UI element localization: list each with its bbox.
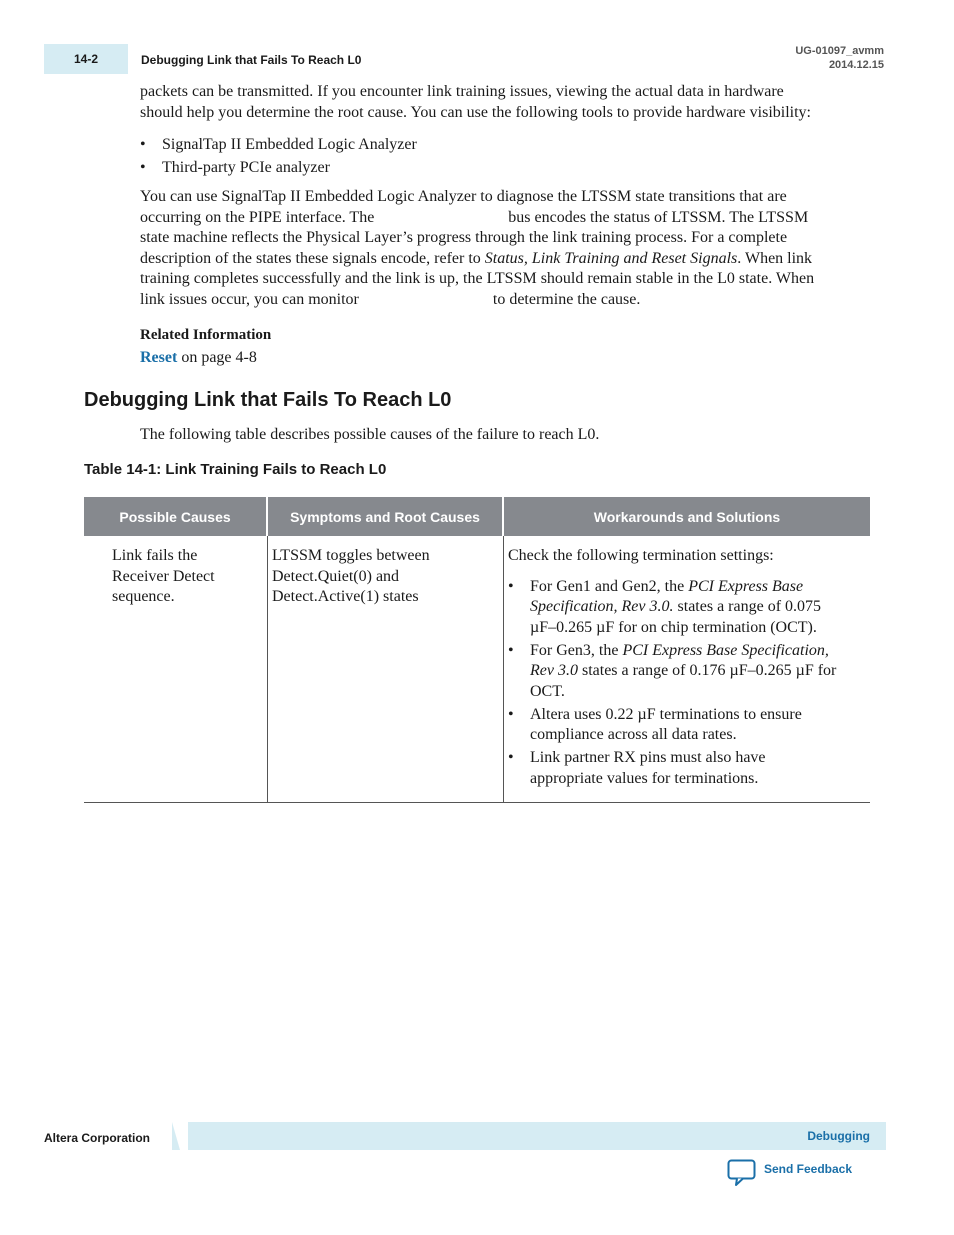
table-divider bbox=[503, 536, 504, 802]
list-item: • Third-party PCIe analyzer bbox=[140, 156, 840, 179]
cell-line: Link fails the bbox=[112, 547, 198, 564]
table-header-symptoms: Symptoms and Root Causes bbox=[268, 497, 502, 536]
table-bottom-rule bbox=[84, 802, 870, 803]
related-info-link-line bbox=[140, 349, 257, 367]
intro-line: packets can be transmitted. If you encounter link training issues, viewing the actual data in hardware bbox=[140, 83, 784, 100]
related-info-heading: Related Information bbox=[140, 327, 272, 343]
section-intro: The following table describes possible causes of the failure to reach L0. bbox=[140, 426, 600, 443]
ltssm-line: state machine reflects the Physical Layer’s progress through the link training process. For a complete bbox=[140, 229, 788, 246]
bullet-text: For Gen3, the bbox=[530, 641, 623, 659]
bullet-text: states a range of 0.075 µF–0.265 µF for on chip termination (OCT). bbox=[530, 598, 822, 636]
spec-title: PCI Express Base Specification, Rev 3.0 bbox=[530, 641, 829, 679]
bullet-text: states a range of 0.176 µF–0.265 µF for OCT. bbox=[530, 662, 837, 700]
ltssm-text: to determine the cause. bbox=[492, 290, 641, 308]
cell-line: Detect.Active(1) states bbox=[272, 588, 419, 605]
cell-line: Detect.Quiet(0) and bbox=[272, 567, 400, 585]
ltssm-line: training completes successfully and the link is up, the LTSSM should remain stable in the L0 state. When bbox=[140, 270, 815, 287]
solution-list bbox=[508, 577, 842, 790]
intro-paragraph bbox=[140, 82, 862, 123]
xref-italic: Status, Link Training and Reset Signals bbox=[484, 249, 738, 267]
ltssm-line bbox=[140, 290, 862, 311]
table-header-causes: Possible Causes bbox=[84, 497, 266, 536]
bullet-text: For Gen1 and Gen2, the bbox=[530, 577, 689, 595]
table-header-solutions: Workarounds and Solutions bbox=[504, 497, 870, 536]
doc-info bbox=[795, 44, 884, 72]
list-item: • Altera uses 0.22 µF terminations to ensure compliance across all data rates. bbox=[508, 705, 842, 746]
doc-date: 2014.12.15 bbox=[828, 59, 884, 71]
ltssm-paragraph bbox=[140, 187, 862, 310]
feedback-bubble-icon[interactable] bbox=[727, 1159, 757, 1187]
cell-line: LTSSM toggles between bbox=[272, 547, 430, 564]
table-cell-symptom bbox=[272, 546, 498, 608]
ltssm-text: link issues occur, you can monitor bbox=[140, 290, 359, 308]
ltssm-text: . When link bbox=[737, 249, 813, 267]
ltssm-text: bus encodes the status of LTSSM. The LTSSM bbox=[508, 208, 809, 226]
cell-line: sequence. bbox=[112, 588, 175, 605]
link-suffix: on page 4-8 bbox=[177, 349, 257, 366]
cell-line: Receiver Detect bbox=[112, 567, 215, 585]
spec-title: PCI Express Base Specification, Rev 3.0. bbox=[530, 577, 804, 615]
table-cell-cause bbox=[112, 546, 262, 608]
ltssm-line: You can use SignalTap II Embedded Logic Analyzer to diagnose the LTSSM state transitions that are bbox=[140, 188, 787, 205]
footer-company: Altera Corporation bbox=[44, 1131, 151, 1145]
send-feedback-link[interactable]: Send Feedback bbox=[764, 1162, 853, 1176]
ltssm-text: occurring on the PIPE interface. The bbox=[140, 208, 375, 226]
ltssm-line bbox=[140, 249, 862, 270]
list-item: • SignalTap II Embedded Logic Analyzer bbox=[140, 133, 840, 156]
ltssm-line bbox=[140, 208, 862, 229]
page-number: 14-2 bbox=[73, 52, 99, 66]
running-title: Debugging Link that Fails To Reach L0 bbox=[141, 53, 362, 67]
list-item bbox=[508, 641, 842, 703]
intro-line: should help you determine the root cause. You can use the following tools to provide hardware visibility: bbox=[140, 103, 811, 121]
footer-bar bbox=[172, 1122, 886, 1150]
reset-link[interactable]: Reset bbox=[140, 349, 178, 366]
table-divider bbox=[267, 536, 268, 802]
doc-id: UG-01097_avmm bbox=[795, 45, 884, 57]
tools-list bbox=[140, 133, 840, 179]
footer-chapter: Debugging bbox=[807, 1129, 870, 1143]
section-title: Debugging Link that Fails To Reach L0 bbox=[84, 389, 452, 411]
solution-intro: Check the following termination settings: bbox=[508, 547, 774, 564]
list-item bbox=[508, 577, 842, 639]
ltssm-text: description of the states these signals encode, refer to bbox=[140, 249, 485, 267]
table-cell-solution bbox=[508, 546, 842, 792]
list-item: • Link partner RX pins must also have appropriate values for terminations. bbox=[508, 748, 842, 789]
table-caption: Table 14-1: Link Training Fails to Reach L0 bbox=[84, 461, 387, 478]
footer-bar-slant bbox=[172, 1122, 188, 1150]
